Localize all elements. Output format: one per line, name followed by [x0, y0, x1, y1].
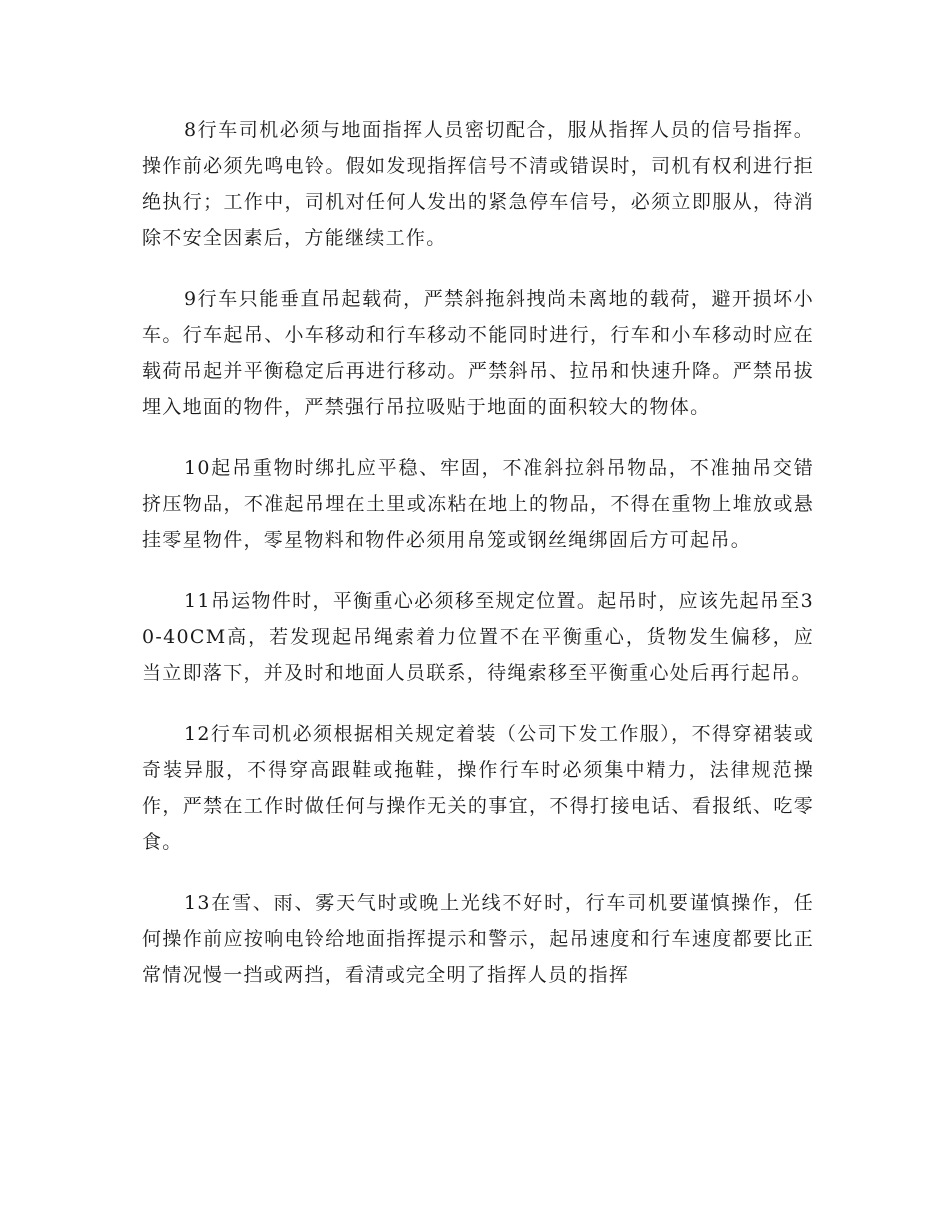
paragraph-rule-8: 8行车司机必须与地面指挥人员密切配合，服从指挥人员的信号指挥。操作前必须先鸣电铃。假如发现指挥信号不清或错误时，司机有权利进行拒绝执行；工作中，司机对任何人发出的紧急停车信号，必须立即服从，待消除不安全因素后，方能继续工作。: [142, 119, 814, 249]
paragraph-rule-12: 12行车司机必须根据相关规定着装（公司下发工作服），不得穿裙装或奇装异服，不得穿高跟鞋或拖鞋，操作行车时必须集中精力，法律规范操作，严禁在工作时做任何与操作无关的事宜，不得打接电话、看报纸、吃零食。: [142, 723, 814, 853]
paragraph-rule-13: 13在雪、雨、雾天气时或晚上光线不好时，行车司机要谨慎操作，任何操作前应按响电铃给地面指挥提示和警示，起吊速度和行车速度都要比正常情况慢一挡或两挡，看清或完全明了指挥人员的指挥: [142, 892, 814, 986]
paragraph-rule-11: 11吊运物件时，平衡重心必须移至规定位置。起吊时，应该先起吊至30-40CM高，若发现起吊绳索着力位置不在平衡重心，货物发生偏移，应当立即落下，并及时和地面人员联系，待绳索移至平衡重心处后再行起吊。: [142, 590, 814, 684]
paragraph-rule-10: 10起吊重物时绑扎应平稳、牢固，不准斜拉斜吊物品，不准抽吊交错挤压物品，不准起吊埋在土里或冻粘在地上的物品，不得在重物上堆放或悬挂零星物件，零星物料和物件必须用帛笼或钢丝绳绑固后方可起吊。: [142, 457, 814, 551]
document-body: [142, 112, 814, 993]
paragraph-rule-9: 9行车只能垂直吊起载荷，严禁斜拖斜拽尚未离地的载荷，避开损坏小车。行车起吊、小车移动和行车移动不能同时进行，行车和小车移动时应在载荷吊起并平衡稳定后再进行移动。严禁斜吊、拉吊和快速升降。严禁吊拔埋入地面的物件，严禁强行吊拉吸贴于地面的面积较大的物体。: [142, 288, 814, 418]
